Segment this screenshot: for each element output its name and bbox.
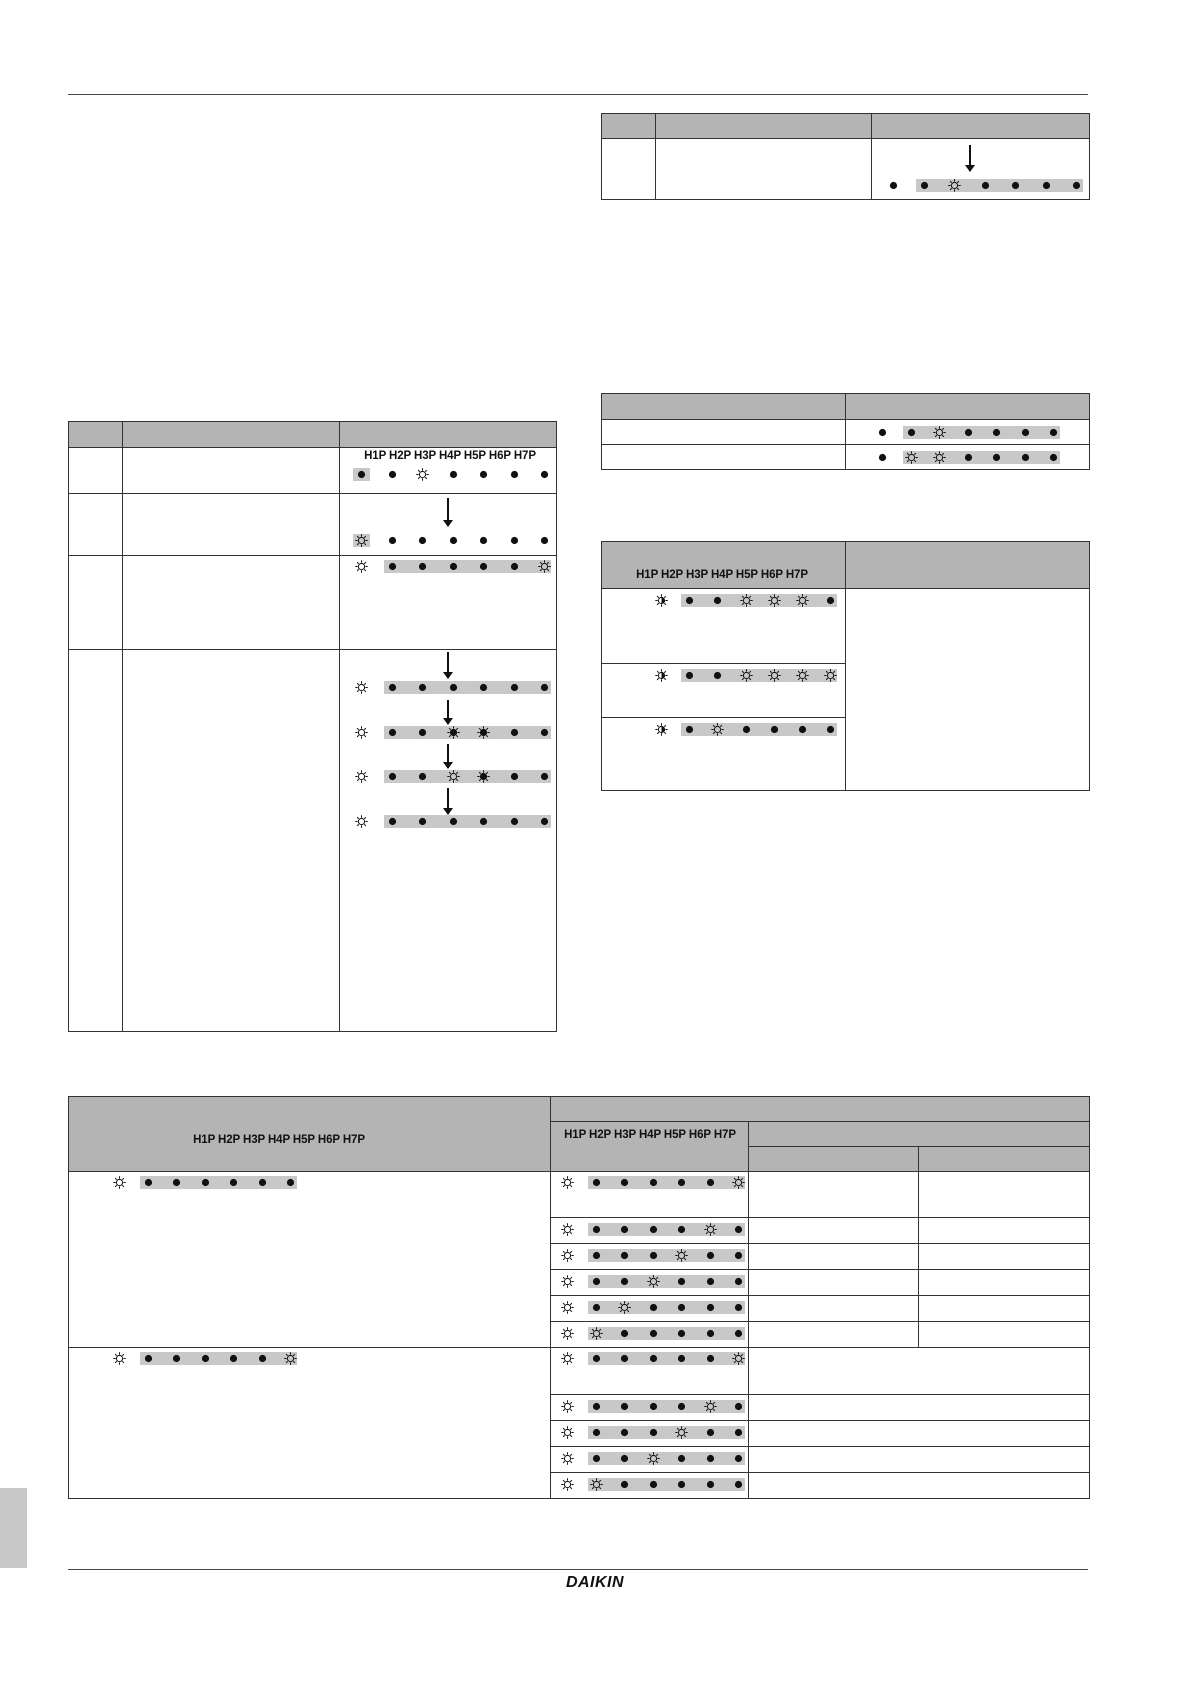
led-off-icon (590, 1176, 603, 1189)
led-off-icon (647, 1249, 660, 1262)
led-strip (561, 1327, 745, 1340)
led-off-icon (416, 534, 429, 547)
led-off-icon (618, 1400, 631, 1413)
led-off-icon (675, 1327, 688, 1340)
led-on-icon (933, 426, 946, 439)
led-off-icon (386, 815, 399, 828)
led-off-icon (740, 723, 753, 736)
led-off-icon (447, 468, 460, 481)
led-off-icon (477, 560, 490, 573)
led-strip (655, 669, 837, 682)
led-off-icon (142, 1352, 155, 1365)
led-strip-background (140, 1352, 298, 1365)
led-off-icon (618, 1327, 631, 1340)
led-on-icon (561, 1275, 574, 1288)
led-on-icon (561, 1301, 574, 1314)
led-off-icon (256, 1176, 269, 1189)
led-on-icon (355, 726, 368, 739)
led-off-icon (647, 1478, 660, 1491)
led-off-icon (732, 1400, 745, 1413)
led-off-icon (876, 451, 889, 464)
led-off-icon (647, 1352, 660, 1365)
led-off-icon (647, 1400, 660, 1413)
led-on-icon (561, 1426, 574, 1439)
led-off-icon (824, 723, 837, 736)
led-off-icon (590, 1275, 603, 1288)
led-on-icon (675, 1426, 688, 1439)
led-off-icon (386, 534, 399, 547)
led-off-icon (675, 1275, 688, 1288)
led-off-icon (447, 815, 460, 828)
led-on-icon (647, 1452, 660, 1465)
led-off-icon (990, 426, 1003, 439)
led-off-icon (199, 1352, 212, 1365)
led-off-icon (477, 534, 490, 547)
led-strip (355, 468, 551, 481)
led-strip-background (588, 1352, 746, 1365)
led-strip-background (681, 594, 837, 607)
led-half-blink-icon (655, 669, 668, 682)
led-off-icon (618, 1223, 631, 1236)
led-header-row: H1P H2P H3P H4P H5P H6P H7P (364, 450, 536, 462)
arrow-icon (447, 700, 449, 724)
led-off-icon (538, 770, 551, 783)
led-strip (561, 1223, 745, 1236)
header-rule (68, 94, 1088, 95)
led-off-icon (704, 1452, 717, 1465)
led-strip-background (588, 1452, 746, 1465)
led-strip (561, 1426, 745, 1439)
led-on-icon (355, 815, 368, 828)
led-off-icon (538, 534, 551, 547)
led-off-icon (1047, 426, 1060, 439)
led-off-icon (386, 468, 399, 481)
led-off-icon (979, 179, 992, 192)
led-off-icon (1047, 451, 1060, 464)
led-off-icon (1070, 179, 1083, 192)
led-off-icon (1009, 179, 1022, 192)
led-off-icon (256, 1352, 269, 1365)
led-off-icon (227, 1176, 240, 1189)
led-off-icon (170, 1176, 183, 1189)
led-off-icon (386, 726, 399, 739)
led-off-icon (618, 1452, 631, 1465)
led-off-icon (508, 726, 521, 739)
led-strip-background (384, 815, 552, 828)
led-off-icon (732, 1452, 745, 1465)
led-on-icon (590, 1478, 603, 1491)
led-blink-icon (477, 770, 490, 783)
led-off-icon (386, 681, 399, 694)
led-off-icon (704, 1426, 717, 1439)
led-off-icon (796, 723, 809, 736)
led-on-icon (704, 1400, 717, 1413)
led-off-icon (508, 770, 521, 783)
led-off-icon (732, 1223, 745, 1236)
led-strip (887, 179, 1083, 192)
led-off-icon (538, 815, 551, 828)
led-off-icon (824, 594, 837, 607)
led-on-icon (538, 560, 551, 573)
led-on-icon (561, 1327, 574, 1340)
led-on-icon (561, 1223, 574, 1236)
led-off-icon (508, 815, 521, 828)
led-off-icon (508, 468, 521, 481)
led-off-icon (416, 681, 429, 694)
led-header-row: H1P H2P H3P H4P H5P H6P H7P (193, 1134, 365, 1146)
led-strip (655, 723, 837, 736)
led-on-icon (590, 1327, 603, 1340)
led-strip-background (588, 1223, 746, 1236)
led-strip-background (588, 1249, 746, 1262)
led-off-icon (683, 723, 696, 736)
led-off-icon (732, 1327, 745, 1340)
led-off-icon (962, 451, 975, 464)
led-strip-background (588, 1275, 746, 1288)
led-strip (876, 426, 1060, 439)
led-off-icon (711, 669, 724, 682)
led-on-icon (355, 770, 368, 783)
led-off-icon (647, 1223, 660, 1236)
daikin-logo: DAIKIN (565, 1574, 625, 1591)
led-strip (113, 1352, 297, 1365)
led-off-icon (647, 1426, 660, 1439)
led-off-icon (918, 179, 931, 192)
led-strip (355, 815, 551, 828)
led-on-icon (618, 1301, 631, 1314)
led-off-icon (416, 770, 429, 783)
led-off-icon (675, 1176, 688, 1189)
led-off-icon (416, 726, 429, 739)
led-on-icon (732, 1176, 745, 1189)
led-off-icon (704, 1301, 717, 1314)
led-on-icon (933, 451, 946, 464)
led-off-icon (618, 1478, 631, 1491)
led-half-blink-icon (655, 723, 668, 736)
led-off-icon (590, 1426, 603, 1439)
led-on-icon (561, 1400, 574, 1413)
table-a (601, 113, 1090, 200)
led-on-icon (561, 1478, 574, 1491)
arrow-icon (447, 744, 449, 768)
led-off-icon (732, 1275, 745, 1288)
led-strip (655, 594, 837, 607)
led-on-icon (355, 560, 368, 573)
led-strip (561, 1478, 745, 1491)
led-off-icon (704, 1176, 717, 1189)
table-e (68, 1096, 1090, 1499)
led-strip-background (903, 451, 1061, 464)
led-on-icon (796, 669, 809, 682)
led-header-row: H1P H2P H3P H4P H5P H6P H7P (636, 569, 808, 581)
led-off-icon (732, 1301, 745, 1314)
led-half-blink-icon (655, 594, 668, 607)
led-off-icon (962, 426, 975, 439)
led-off-icon (508, 681, 521, 694)
led-off-icon (227, 1352, 240, 1365)
led-on-icon (732, 1352, 745, 1365)
led-off-icon (590, 1352, 603, 1365)
led-off-icon (477, 681, 490, 694)
led-on-icon (905, 451, 918, 464)
led-off-icon (477, 815, 490, 828)
led-off-icon (590, 1223, 603, 1236)
led-strip (561, 1452, 745, 1465)
footer-rule (68, 1569, 1088, 1570)
led-off-icon (1019, 426, 1032, 439)
led-off-icon (447, 560, 460, 573)
led-off-icon (704, 1249, 717, 1262)
led-on-icon (561, 1176, 574, 1189)
led-strip (355, 770, 551, 783)
led-strip (561, 1249, 745, 1262)
table-d (601, 541, 1090, 791)
led-blink-icon (447, 726, 460, 739)
led-strip-background (681, 669, 837, 682)
led-off-icon (538, 681, 551, 694)
led-strip-background (588, 1301, 746, 1314)
led-off-icon (386, 770, 399, 783)
led-off-icon (704, 1327, 717, 1340)
led-on-icon (561, 1249, 574, 1262)
led-strip (113, 1176, 297, 1189)
led-off-icon (905, 426, 918, 439)
led-off-icon (675, 1400, 688, 1413)
led-off-icon (142, 1176, 155, 1189)
led-off-icon (647, 1176, 660, 1189)
arrow-icon (969, 145, 971, 171)
led-strip-background (588, 1426, 746, 1439)
led-on-icon (740, 669, 753, 682)
led-off-icon (683, 594, 696, 607)
led-on-icon (355, 534, 368, 547)
led-on-icon (675, 1249, 688, 1262)
led-strip-background (384, 726, 552, 739)
table-c (601, 393, 1090, 470)
led-off-icon (768, 723, 781, 736)
led-off-icon (704, 1275, 717, 1288)
led-off-icon (990, 451, 1003, 464)
led-off-icon (732, 1478, 745, 1491)
led-on-icon (284, 1352, 297, 1365)
led-off-icon (447, 681, 460, 694)
led-strip (561, 1400, 745, 1413)
led-off-icon (538, 726, 551, 739)
arrow-icon (447, 498, 449, 526)
led-off-icon (1040, 179, 1053, 192)
led-on-icon (355, 681, 368, 694)
led-off-icon (590, 1249, 603, 1262)
led-strip (355, 726, 551, 739)
led-off-icon (704, 1352, 717, 1365)
led-on-icon (824, 669, 837, 682)
led-off-icon (447, 534, 460, 547)
led-off-icon (416, 560, 429, 573)
led-strip-background (588, 1176, 746, 1189)
led-strip (876, 451, 1060, 464)
led-strip (561, 1176, 745, 1189)
led-strip-background (916, 179, 1084, 192)
led-on-icon (561, 1352, 574, 1365)
led-on-icon (416, 468, 429, 481)
led-strip (355, 681, 551, 694)
led-off-icon (590, 1400, 603, 1413)
led-off-icon (618, 1352, 631, 1365)
led-off-icon (675, 1352, 688, 1365)
led-header-row: H1P H2P H3P H4P H5P H6P H7P (564, 1129, 736, 1141)
led-on-icon (768, 594, 781, 607)
led-strip-background (384, 770, 552, 783)
arrow-icon (447, 788, 449, 814)
led-off-icon (477, 468, 490, 481)
led-off-icon (704, 1478, 717, 1491)
led-on-icon (948, 179, 961, 192)
led-strip-background (140, 1176, 298, 1189)
led-off-icon (508, 560, 521, 573)
table-b (68, 421, 557, 1032)
led-off-icon (199, 1176, 212, 1189)
led-on-icon (447, 770, 460, 783)
led-on-icon (647, 1275, 660, 1288)
led-off-icon (675, 1301, 688, 1314)
led-on-icon (740, 594, 753, 607)
led-off-icon (618, 1426, 631, 1439)
led-off-icon (647, 1327, 660, 1340)
arrow-icon (447, 652, 449, 678)
table-a-led-cell (872, 139, 1090, 200)
led-blink-icon (477, 726, 490, 739)
led-off-icon (1019, 451, 1032, 464)
led-off-icon (618, 1176, 631, 1189)
led-on-icon (113, 1352, 126, 1365)
led-off-icon (732, 1249, 745, 1262)
led-off-icon (618, 1275, 631, 1288)
led-on-icon (113, 1176, 126, 1189)
led-off-icon (675, 1452, 688, 1465)
led-off-icon (386, 560, 399, 573)
led-on-icon (561, 1452, 574, 1465)
led-off-icon (732, 1426, 745, 1439)
led-off-icon (416, 815, 429, 828)
led-off-icon (590, 1452, 603, 1465)
led-off-icon (647, 1301, 660, 1314)
led-off-icon (683, 669, 696, 682)
led-on-icon (796, 594, 809, 607)
led-strip-background (681, 723, 837, 736)
led-strip-background (588, 1400, 746, 1413)
led-off-icon (675, 1478, 688, 1491)
led-off-icon (538, 468, 551, 481)
led-strip (355, 534, 551, 547)
led-off-icon (590, 1301, 603, 1314)
led-off-icon (355, 468, 368, 481)
led-off-icon (675, 1223, 688, 1236)
led-strip (561, 1301, 745, 1314)
led-off-icon (618, 1249, 631, 1262)
led-strip-background (903, 426, 1061, 439)
led-off-icon (711, 594, 724, 607)
led-off-icon (876, 426, 889, 439)
led-strip-background (588, 1478, 746, 1491)
led-strip (355, 560, 551, 573)
side-tab-marker (0, 1488, 27, 1568)
led-off-icon (170, 1352, 183, 1365)
led-strip-background (384, 681, 552, 694)
led-on-icon (704, 1223, 717, 1236)
led-on-icon (711, 723, 724, 736)
led-strip (561, 1275, 745, 1288)
led-off-icon (508, 534, 521, 547)
led-off-icon (284, 1176, 297, 1189)
led-strip-background (384, 560, 552, 573)
led-on-icon (768, 669, 781, 682)
led-strip (561, 1352, 745, 1365)
led-strip-background (588, 1327, 746, 1340)
led-off-icon (887, 179, 900, 192)
